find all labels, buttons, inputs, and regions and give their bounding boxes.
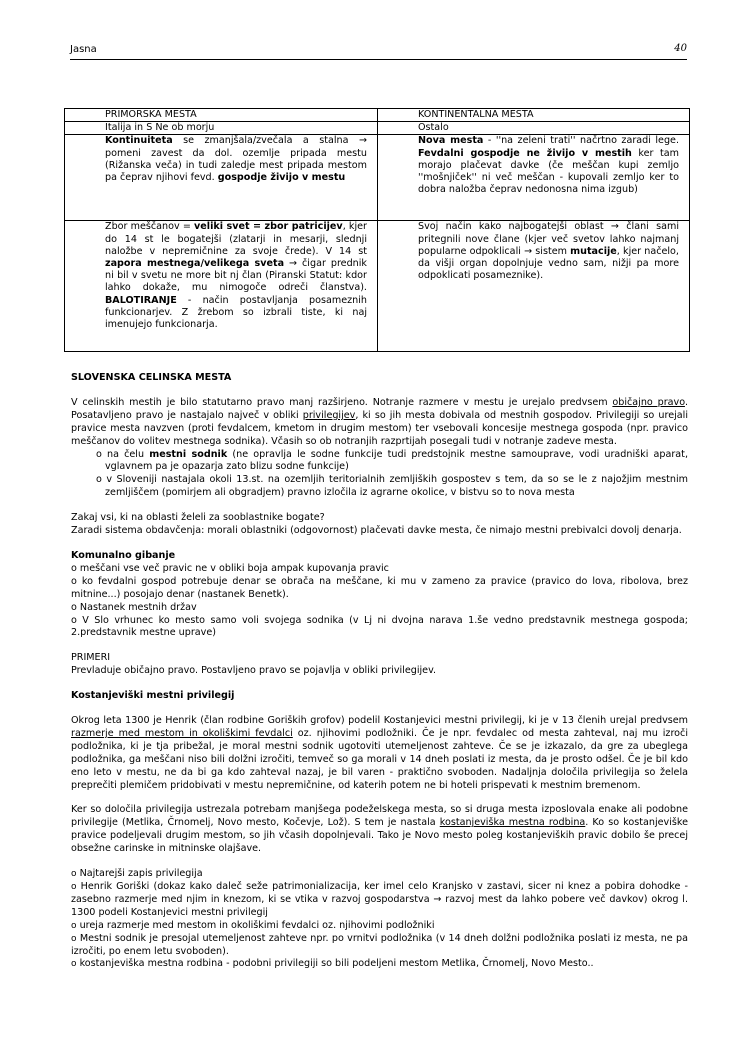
- text: (ne opravlja le sodne funkcije tudi predstojnik mestne samouprave, vodi uradniški aparat, vglavnem pa je opazarja zato blizu sodne funkcije): [105, 448, 688, 473]
- cell-text: , kjer načelo, da višji organ dopolnjuje vedno sam, nižji pa more odpoklicati posameznike).: [418, 245, 679, 282]
- text: , ki so jih mesta dobivala od mestnih gospodov. Privilegiji so urejali pravice mesta navzven (proti fevdalcem, kmetom in drugim mestom) ter vsebovali koncesije mestnega gospoda (npr. pravico meščanov do volitev mestnega sodnika). Včasih so ob notranjih razprtijah posegali tudi v notranje zadeve mesta.: [71, 409, 688, 447]
- bullet-icon: o: [71, 920, 77, 931]
- cell-text: - način postavljanja posameznih funkcionarjev. Z žrebom so izbrali tiste, ki naj imenujejo funkcionarja.: [105, 294, 367, 331]
- table-cell: Italija in S Ne ob morju: [65, 122, 378, 135]
- list-item: [71, 958, 688, 971]
- table-row: [65, 221, 690, 352]
- bold-text: veliki svet = zbor patricijev: [194, 221, 343, 233]
- cell-text: - ''na zeleni trati'' načrtno zaradi lege.: [483, 135, 680, 147]
- bold-text: mestni sodnik: [149, 448, 228, 460]
- text: . Posatavljeno pravo je nastajalo največ v obliki: [71, 396, 688, 421]
- comparison-table: [64, 108, 690, 352]
- heading-text: SLOVENSKA CELINSKA MESTA: [71, 372, 232, 383]
- text: Okrog leta 1300 je Henrik (član rodbine Goriških grofov) podelil Kostanjevici mestni privilegij, ki je v 13 členih urejal predvsem: [71, 715, 688, 727]
- text: Najtarejši zapis privilegija: [79, 868, 203, 880]
- underlined-text: privilegijev: [302, 409, 356, 421]
- cell-text: → čigar prednik ni bil v svetu ne more bit nj član (Piranski Statut: kdor lahko dokaže, mu nimogoče odreči članstva).: [105, 258, 367, 294]
- text: . Ko so kostanjeviške pravice podeljevali drugim mestom, so jih včasih dopolnjevali. Tako je Novo mesto poleg kostanjeviških pravic dobilo še precej obsežne carinske in mitninske olajšave.: [71, 817, 688, 855]
- cell-text: ker tam morajo plačevat davke (če meščan kupi zemljo ''mošnjiček'' ni več meščan - kupovali zemljo ker to dobra naložba čeprav nedonosna nima izgub): [418, 147, 680, 196]
- text: V celinskih mestih je bilo statutarno pravo manj razširjeno. Notranje razmere v mestu je urejalo predvsem: [71, 396, 613, 408]
- table-cell: Ostalo: [378, 122, 690, 135]
- text: Henrik Goriški (dokaz kako daleč seže patrimonializacija, ker imel celo Kranjsko v zastavi, sicer ni knez a pobira dohodke - zasebno razmerje med njim in knezom, ki se vtika v razvoj gospodarstva → razvoj mest da lahko pobere več davkov) okrog l. 1300 podeli Kostanjevici mestni privilegij: [71, 881, 688, 918]
- paragraph: [71, 804, 688, 856]
- list-item: o ko fevdalni gospod potrebuje denar se obrača na meščane, ki mu v zameno za pravice (pravico do lova, ribolova, brez mitnine...) posojajo denar (nastanek Benetk).: [71, 575, 688, 600]
- table-cell: [378, 221, 690, 352]
- text: ureja razmerje med mestom in okoliškimi fevdalci oz. njihovimi podložniki: [79, 919, 435, 931]
- bold-text: BALOTIRANJE: [105, 294, 177, 306]
- heading-text: Komunalno gibanje: [71, 549, 176, 561]
- underlined-text: običajno pravo: [612, 396, 685, 408]
- paragraph: [71, 715, 688, 792]
- text: Mestni sodnik je presojal utemeljenost zahteve npr. po vrnitvi podložnika (v 14 dneh dolžni podložnika poslati iz mesta, ne pa izročiti, po enem letu svoboden).: [71, 932, 688, 957]
- bullet-icon: o: [71, 959, 77, 970]
- table-row: [65, 109, 690, 122]
- section-heading: [71, 550, 688, 563]
- bullet-icon: o: [71, 882, 77, 892]
- section-heading: [71, 690, 688, 703]
- heading-text: Kostanjeviški mestni privilegij: [71, 690, 235, 702]
- list-item: o v Sloveniji nastajala okoli 13.st. na ozemljih teritorialnih zemljiških gospostev s tem, da so se le z najožjim mestnim zemljiščem (pomirjem ali obgradjem) pravno izločila iz agrarne okolice, v bistvu so to nova mesta: [96, 474, 688, 499]
- text: kostanjeviška mestna rodbina - podobni privilegiji so bili podeljeni mestom Metlika, Črnomelj, Novo Mesto..: [79, 958, 594, 970]
- bold-text: gospodje živijo v mestu: [217, 172, 346, 184]
- text: oz. njihovimi podložniki. Če je npr. fevdalec od mesta zahteval, naj mu izroči podložnika, ki je tja pribežal, je moral mestni sodnik ugotoviti utemeljenost zahteve. Če se je izkazalo, da gre za ubeglega podložnika, ga meščani niso bili dolžni izročiti, temveč so ga morali v 14 dneh poslati iz mesta, da je prosto odšel. Če je bil kdo eno leto v mestu, ne da bi ga kdo zahteval nazaj, je bil varen - praktično svoboden. Nadaljnja določila privilegija so želela preprečiti plemičem pridobivati v mestu nepremičnine, od katerih potem ne bi hoteli prispevati k mestnim bremenom.: [71, 727, 688, 791]
- page-header: [70, 43, 687, 60]
- list-item: [71, 449, 688, 475]
- header-title: Jasna: [70, 44, 97, 55]
- bold-text: Fevdalni gospodje ne živijo v mestih: [418, 147, 632, 159]
- list-item: o meščani vse več pravic ne v obliki boja ampak kupovanja pravic: [71, 562, 389, 574]
- table-header-primorska: PRIMORSKA MESTA: [65, 109, 378, 122]
- bullet-icon: o: [71, 933, 77, 944]
- list-item: o Nastanek mestnih držav: [71, 601, 197, 613]
- bold-text: Kontinuiteta: [105, 135, 173, 147]
- table-cell: [65, 221, 378, 352]
- table-row: [65, 135, 690, 221]
- table-header-kontinentalna: KONTINENTALNA MESTA: [378, 109, 690, 122]
- document-body: [71, 372, 688, 971]
- underlined-text: razmerje med mestom in okoliškimi fevdalci: [71, 727, 293, 739]
- text: o na čelu: [96, 448, 150, 460]
- list-item: [71, 868, 688, 881]
- table-cell: [65, 135, 378, 221]
- paragraph: Zakaj vsi, ki na oblasti želeli za sooblastnike bogate?: [71, 512, 325, 524]
- list-item: [71, 933, 688, 959]
- bold-text: Nova mesta: [418, 135, 484, 147]
- table-cell: [378, 135, 690, 221]
- page-number: 40: [674, 43, 687, 54]
- cell-text: Svoj način kako najbogatejši oblast → člani sami pritegnili nove člane (kjer več svetov lahko najmanj popularne odpoklicali → sistem: [418, 221, 679, 257]
- section-heading: PRIMERI: [71, 652, 111, 664]
- bold-text: mutacije: [570, 245, 617, 257]
- paragraph: [71, 397, 688, 449]
- cell-text: Zbor meščanov =: [105, 221, 195, 233]
- cell-text: se zmanjšala/zvečala a stalna → pomeni zavest da dol. ozemlje pripada mestu (Rižanska veča) in tudi zaledje mest pripada mestom pa čeprav njihovi fevd.: [105, 135, 367, 184]
- list-item: [71, 920, 688, 933]
- paragraph: Prevladuje običajno pravo. Postavljeno pravo se pojavlja v obliki privilegijev.: [71, 665, 437, 677]
- list-item: [71, 881, 688, 920]
- bold-text: zapora mestnega/velikega sveta: [105, 258, 285, 270]
- list-item: o V Slo vrhunec ko mesto samo voli svojega sodnika (v Lj ni dvojna narava 1.še vedno predstavnik mestnega gospoda; 2.predstavnik mestne uprave): [71, 614, 688, 639]
- bullet-icon: o: [71, 869, 77, 880]
- cell-text: , kjer do 14 st le bogatejši (zlatarji in mesarji, slednji naložbe v nepremičnine za svoje čredе). V 14 st: [105, 221, 367, 257]
- paragraph: Zaradi sistema obdavčenja: morali oblastniki (odgovornost) plačevati davke mesta, če nimajo mestni prebivalci dovolj denarja.: [71, 525, 682, 537]
- underlined-text: kostanjeviška mestna rodbina: [439, 817, 586, 829]
- table-row: [65, 122, 690, 135]
- text: Ker so določila privilegija ustrezala potrebam manjšega podeželskega mesta, so si druga mesta izposlovala enake ali podobne privilegije (Metlika, Črnomelj, Novo mesto, Kočevje, Lož). S tem je nastala: [71, 804, 688, 829]
- section-heading: [71, 372, 688, 385]
